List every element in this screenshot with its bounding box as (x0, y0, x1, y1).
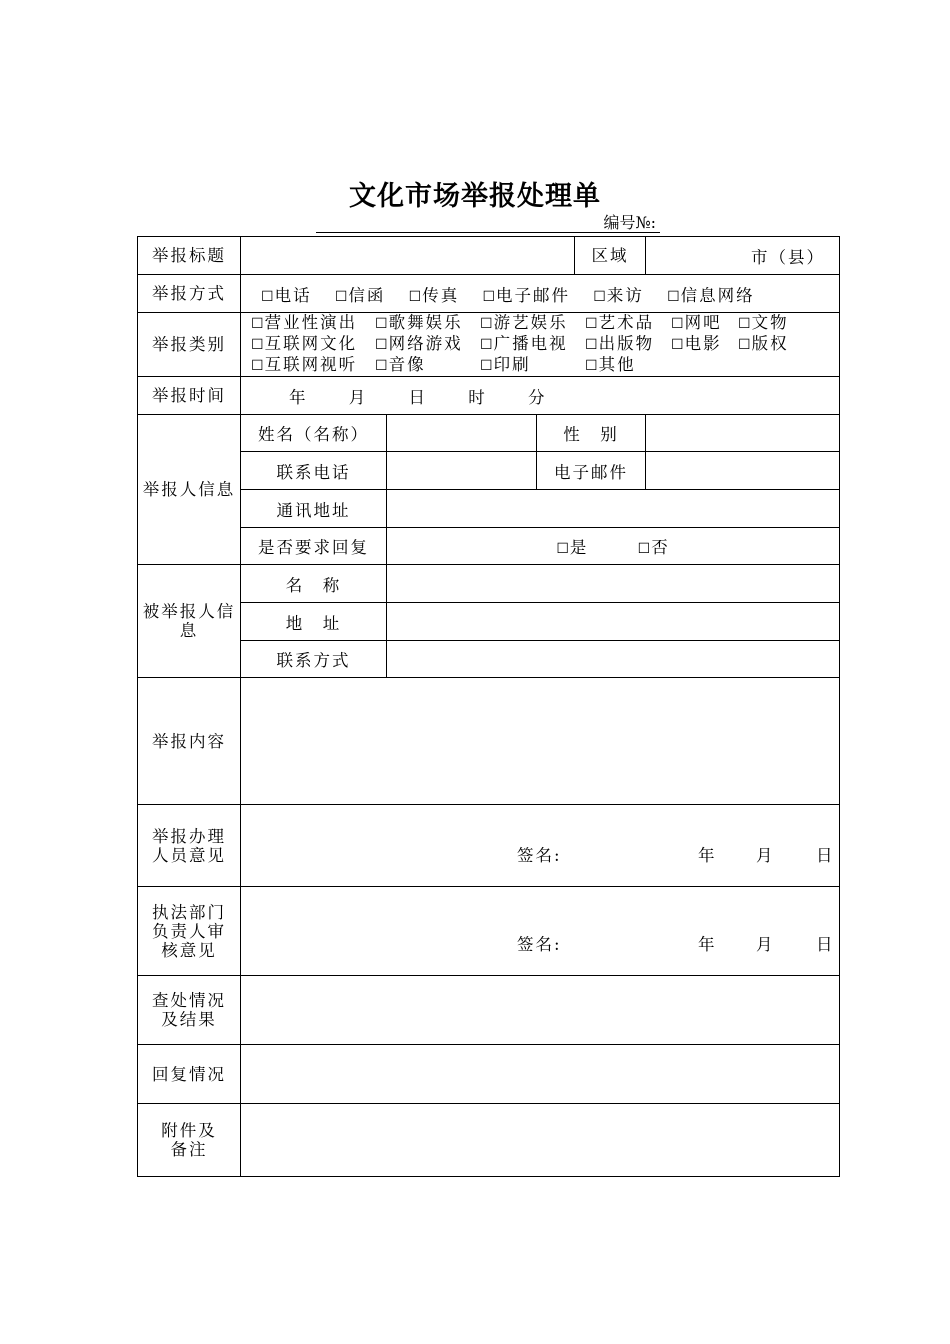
method-email-checkbox[interactable]: ☐电子邮件 (482, 285, 570, 305)
report-content-input[interactable] (241, 678, 840, 805)
checkbox-icon: ☐ (738, 337, 751, 353)
report-method-label: 举报方式 (138, 275, 241, 313)
handler-date-month: 月 (756, 846, 773, 865)
category-printing-checkbox[interactable]: ☐印刷 (480, 355, 531, 374)
reported-address-label: 地 址 (241, 603, 387, 641)
category-row (251, 355, 839, 376)
category-audio-video-checkbox[interactable]: ☐音像 (375, 355, 426, 374)
reported-address-input[interactable] (387, 603, 840, 641)
time-day-unit: 日 (408, 387, 425, 407)
region-input[interactable] (646, 237, 840, 275)
checkbox-icon: ☐ (671, 316, 684, 332)
reported-contact-input[interactable] (387, 641, 840, 678)
result-label: 查处情况及结果 (138, 976, 241, 1045)
reporter-name-label: 姓名（名称） (241, 415, 387, 452)
report-time-label: 举报时间 (138, 377, 241, 415)
reported-name-input[interactable] (387, 565, 840, 603)
reporter-gender-label: 性 别 (537, 415, 646, 452)
checkbox-icon: ☐ (408, 288, 422, 305)
report-content-label: 举报内容 (138, 678, 241, 805)
reply-status-label: 回复情况 (138, 1045, 241, 1104)
checkbox-icon: ☐ (375, 337, 388, 353)
time-month-unit: 月 (348, 387, 366, 407)
category-arcade-checkbox[interactable]: ☐游艺娱乐 (480, 313, 568, 332)
need-reply-options (387, 528, 840, 565)
checkbox-icon: ☐ (585, 358, 598, 374)
time-hour-unit: 时 (468, 387, 485, 407)
method-visit-checkbox[interactable]: ☐来访 (593, 285, 644, 305)
region-unit: 市（县） (751, 247, 826, 267)
report-title-label: 举报标题 (138, 237, 241, 275)
reported-info-label: 被举报人信息 (138, 565, 241, 678)
category-online-game-checkbox[interactable]: ☐网络游戏 (375, 334, 463, 353)
form-title: 文化市场举报处理单 (349, 181, 601, 212)
checkbox-icon: ☐ (251, 337, 264, 353)
checkbox-icon: ☐ (261, 288, 274, 305)
reply-status-input[interactable] (241, 1045, 840, 1104)
reporter-email-input[interactable] (646, 452, 840, 490)
category-other-checkbox[interactable]: ☐其他 (585, 355, 636, 374)
method-letter-checkbox[interactable]: ☐信函 (334, 285, 386, 305)
attachment-input[interactable] (241, 1104, 840, 1177)
dept-review-label: 执法部门负责人审核意见 (138, 887, 241, 976)
reporter-address-input[interactable] (387, 490, 840, 528)
checkbox-icon: ☐ (480, 316, 493, 332)
category-internet-av-checkbox[interactable]: ☐互联网视听 (251, 355, 358, 374)
time-year-unit: 年 (289, 387, 306, 407)
handler-opinion-label: 举报办理人员意见 (138, 805, 241, 887)
checkbox-icon: ☐ (482, 288, 495, 305)
attachment-label: 附件及备注 (138, 1104, 241, 1177)
time-minute-unit: 分 (528, 387, 545, 407)
reply-yes-checkbox[interactable]: ☐是 (556, 538, 589, 557)
method-phone-checkbox[interactable]: ☐电话 (261, 285, 312, 305)
handler-date-day: 日 (816, 846, 833, 865)
reply-no-checkbox[interactable]: ☐否 (637, 538, 670, 557)
checkbox-icon: ☐ (556, 541, 569, 557)
reporter-address-label: 通讯地址 (241, 490, 387, 528)
category-publication-checkbox[interactable]: ☐出版物 (585, 334, 655, 353)
category-performance-checkbox[interactable]: ☐营业性演出 (251, 313, 358, 332)
review-date-day: 日 (816, 935, 833, 954)
category-row (251, 313, 839, 334)
need-reply-label: 是否要求回复 (241, 528, 387, 565)
report-category-options (241, 313, 840, 377)
report-form-table (137, 236, 840, 1177)
reporter-phone-label: 联系电话 (241, 452, 387, 490)
review-date-month: 月 (756, 935, 773, 954)
checkbox-icon: ☐ (251, 358, 264, 374)
reporter-name-input[interactable] (387, 415, 537, 452)
checkbox-icon: ☐ (667, 288, 680, 305)
reporter-gender-input[interactable] (646, 415, 840, 452)
serial-number-field[interactable] (316, 210, 660, 233)
method-fax-checkbox[interactable]: ☐传真 (408, 285, 460, 305)
category-row (251, 334, 839, 355)
reporter-email-label: 电子邮件 (537, 452, 646, 490)
serial-number-label: 编号№: (603, 213, 656, 232)
checkbox-icon: ☐ (375, 358, 388, 374)
result-input[interactable] (241, 976, 840, 1045)
region-label: 区域 (575, 237, 646, 275)
category-artwork-checkbox[interactable]: ☐艺术品 (585, 313, 655, 332)
category-netcafe-checkbox[interactable]: ☐网吧 (671, 313, 722, 332)
reporter-info-label: 举报人信息 (138, 415, 241, 565)
checkbox-icon: ☐ (671, 337, 684, 353)
checkbox-icon: ☐ (375, 316, 388, 332)
checkbox-icon: ☐ (480, 337, 493, 353)
review-sign-label: 签名: (517, 935, 562, 954)
checkbox-icon: ☐ (334, 288, 348, 305)
checkbox-icon: ☐ (251, 316, 264, 332)
checkbox-icon: ☐ (480, 358, 493, 374)
handler-sign-label: 签名: (517, 846, 562, 865)
handler-date-year: 年 (698, 846, 715, 865)
reported-name-label: 名 称 (241, 565, 387, 603)
reporter-phone-input[interactable] (387, 452, 537, 490)
category-entertainment-checkbox[interactable]: ☐歌舞娱乐 (375, 313, 463, 332)
report-category-label: 举报类别 (138, 313, 241, 377)
category-copyright-checkbox[interactable]: ☐版权 (738, 334, 789, 353)
checkbox-icon: ☐ (585, 316, 598, 332)
dept-review-input[interactable] (241, 887, 840, 976)
category-relics-checkbox[interactable]: ☐文物 (738, 313, 789, 332)
report-title-input[interactable] (241, 237, 575, 275)
method-network-checkbox[interactable]: ☐信息网络 (667, 285, 755, 305)
category-internet-culture-checkbox[interactable]: ☐互联网文化 (251, 334, 358, 353)
category-film-checkbox[interactable]: ☐电影 (671, 334, 722, 353)
checkbox-icon: ☐ (593, 288, 606, 305)
checkbox-icon: ☐ (585, 337, 598, 353)
report-time-input[interactable] (241, 377, 840, 415)
review-date-year: 年 (698, 935, 715, 954)
category-broadcast-checkbox[interactable]: ☐广播电视 (480, 334, 568, 353)
handler-opinion-input[interactable] (241, 805, 840, 887)
checkbox-icon: ☐ (738, 316, 751, 332)
report-method-options (241, 275, 840, 313)
reported-contact-label: 联系方式 (241, 641, 387, 678)
checkbox-icon: ☐ (637, 541, 651, 557)
